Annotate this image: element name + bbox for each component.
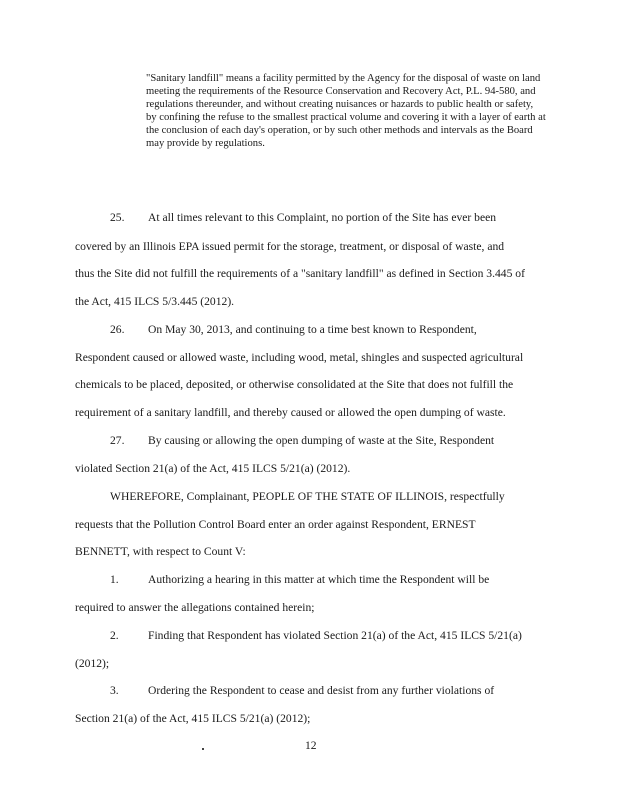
item-number: 2.	[110, 629, 119, 642]
paragraph-26-line-2: Respondent caused or allowed waste, including wood, metal, shingles and suspected agricultural	[75, 351, 524, 364]
wherefore-line-2: requests that the Pollution Control Board enter an order against Respondent, ERNEST	[75, 518, 476, 531]
paragraph-number: 27.	[110, 434, 125, 447]
item-text: Ordering the Respondent to cease and desist from any further violations of	[148, 684, 495, 697]
paragraph-number: 25.	[110, 211, 125, 224]
wherefore-line-1: WHEREFORE, Complainant, PEOPLE OF THE STATE OF ILLINOIS, respectfully	[110, 490, 505, 503]
item-number: 1.	[110, 573, 119, 586]
item-2-line-1	[110, 629, 550, 643]
item-text: Finding that Respondent has violated Section 21(a) of the Act, 415 ILCS 5/21(a)	[148, 629, 522, 642]
paragraph-text: On May 30, 2013, and continuing to a time best known to Respondent,	[148, 323, 477, 336]
paragraph-number: 26.	[110, 323, 125, 336]
paragraph-26-line-4: requirement of a sanitary landfill, and thereby caused or allowed the open dumping of waste.	[75, 406, 506, 419]
page-number: 12	[305, 739, 317, 752]
wherefore-line-3: BENNETT, with respect to Count V:	[75, 545, 246, 558]
paragraph-25-line-4: the Act, 415 ILCS 5/3.445 (2012).	[75, 295, 235, 308]
paragraph-25-line-3: thus the Site did not fulfill the requirements of a "sanitary landfill" as defined in Section 3.445 of	[75, 267, 525, 280]
item-text: Authorizing a hearing in this matter at which time the Respondent will be	[148, 573, 490, 586]
paragraph-25-line-1	[110, 211, 550, 225]
paragraph-26-line-1	[110, 323, 550, 337]
item-2-line-2: (2012);	[75, 657, 110, 670]
paragraph-27-line-2: violated Section 21(a) of the Act, 415 ILCS 5/21(a) (2012).	[75, 462, 351, 475]
block-quote-sanitary-landfill: "Sanitary landfill" means a facility permitted by the Agency for the disposal of waste on land meeting the requirements of the Resource Conservation and Recovery Act, P.L. 94-580, and regulations thereunder, and without creating nuisances or hazards to public health or safety, by confining the refuse to the smallest practical volume and covering it with a layer of earth at the conclusion of each day's operation, or by such other methods and intervals as the Board may provide by regulations.	[146, 73, 546, 149]
paragraph-text: At all times relevant to this Complaint, no portion of the Site has ever been	[148, 211, 497, 224]
item-number: 3.	[110, 684, 119, 697]
paragraph-27-line-1	[110, 434, 550, 448]
item-3-line-2: Section 21(a) of the Act, 415 ILCS 5/21(a) (2012);	[75, 712, 311, 725]
item-3-line-1	[110, 684, 550, 698]
paragraph-text: By causing or allowing the open dumping of waste at the Site, Respondent	[148, 434, 495, 447]
item-1-line-1	[110, 573, 550, 587]
paragraph-26-line-3: chemicals to be placed, deposited, or otherwise consolidated at the Site that does not fulfill the	[75, 378, 514, 391]
paragraph-25-line-2: covered by an Illinois EPA issued permit for the storage, treatment, or disposal of waste, and	[75, 240, 505, 253]
scan-artifact-dot	[202, 748, 204, 750]
item-1-line-2: required to answer the allegations contained herein;	[75, 601, 315, 614]
